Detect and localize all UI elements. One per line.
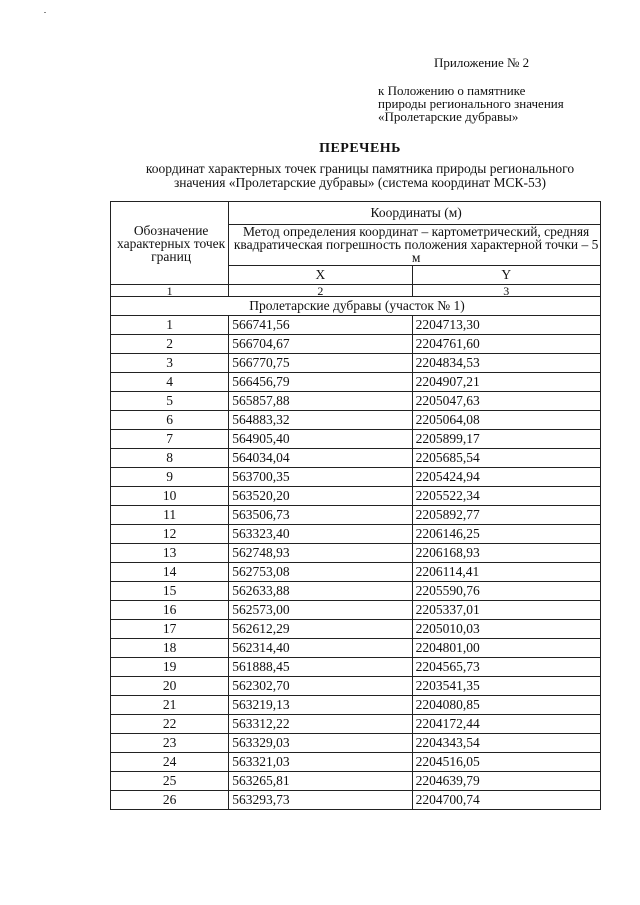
- point-number-cell: 10: [111, 487, 229, 506]
- x-coordinate-cell: 562748,93: [229, 544, 412, 563]
- method-header: Метод определения координат – картометрический, средняя квадратическая погрешность положения характерной точки – 5 м: [229, 225, 601, 266]
- x-coordinate-cell: 565857,88: [229, 392, 412, 411]
- x-coordinate-cell: 566704,67: [229, 335, 412, 354]
- point-number-cell: 18: [111, 639, 229, 658]
- x-coordinate-cell: 561888,45: [229, 658, 412, 677]
- table-row: [111, 449, 601, 468]
- point-number-cell: 11: [111, 506, 229, 525]
- x-coordinate-cell: 563329,03: [229, 734, 412, 753]
- table-row: [111, 601, 601, 620]
- point-number-cell: 8: [111, 449, 229, 468]
- y-coordinate-cell: 2205522,34: [412, 487, 600, 506]
- table-row: [111, 563, 601, 582]
- x-coordinate-cell: 563265,81: [229, 772, 412, 791]
- y-coordinate-cell: 2204761,60: [412, 335, 600, 354]
- table-row: [111, 696, 601, 715]
- y-coordinate-cell: 2206168,93: [412, 544, 600, 563]
- table-row: [111, 411, 601, 430]
- table-row: [111, 506, 601, 525]
- y-coordinate-cell: 2204834,53: [412, 354, 600, 373]
- x-coordinate-cell: 562753,08: [229, 563, 412, 582]
- table-row: [111, 772, 601, 791]
- point-number-cell: 13: [111, 544, 229, 563]
- point-number-cell: 21: [111, 696, 229, 715]
- y-coordinate-cell: 2204080,85: [412, 696, 600, 715]
- point-number-cell: 23: [111, 734, 229, 753]
- table-row: [111, 715, 601, 734]
- point-number-cell: 14: [111, 563, 229, 582]
- table-row: [111, 392, 601, 411]
- point-designation-header: Обозначение характерных точек границ: [111, 202, 229, 285]
- y-coordinate-cell: 2205590,76: [412, 582, 600, 601]
- table-row: [111, 468, 601, 487]
- column-number: 3: [412, 285, 600, 297]
- y-header: Y: [412, 266, 600, 285]
- x-coordinate-cell: 563321,03: [229, 753, 412, 772]
- table-row: [111, 354, 601, 373]
- subtitle-line-1: координат характерных точек границы памятника природы регионального: [145, 161, 575, 176]
- column-number: 1: [111, 285, 229, 297]
- table-row: [111, 335, 601, 354]
- x-coordinate-cell: 562633,88: [229, 582, 412, 601]
- section-title: Пролетарские дубравы (участок № 1): [111, 297, 601, 316]
- y-coordinate-cell: 2206146,25: [412, 525, 600, 544]
- point-number-cell: 6: [111, 411, 229, 430]
- y-coordinate-cell: 2204713,30: [412, 316, 600, 335]
- point-number-cell: 25: [111, 772, 229, 791]
- y-coordinate-cell: 2204172,44: [412, 715, 600, 734]
- x-coordinate-cell: 563312,22: [229, 715, 412, 734]
- annex-line-1: к Положению о памятнике: [378, 83, 526, 98]
- y-coordinate-cell: 2205337,01: [412, 601, 600, 620]
- x-coordinate-cell: 563520,20: [229, 487, 412, 506]
- x-header: X: [229, 266, 412, 285]
- y-coordinate-cell: 2204700,74: [412, 791, 600, 810]
- table-row: [111, 525, 601, 544]
- annex-title: Приложение № 2: [434, 55, 530, 70]
- header-row-coords: [111, 202, 601, 225]
- document-heading: ПЕРЕЧЕНЬ: [319, 141, 401, 156]
- table-row: [111, 487, 601, 506]
- point-number-cell: 17: [111, 620, 229, 639]
- table-row: [111, 658, 601, 677]
- point-number-cell: 15: [111, 582, 229, 601]
- point-number-cell: 9: [111, 468, 229, 487]
- table-row: [111, 544, 601, 563]
- table-row: [111, 430, 601, 449]
- scan-speck: [44, 12, 46, 13]
- y-coordinate-cell: 2204639,79: [412, 772, 600, 791]
- x-coordinate-cell: 563700,35: [229, 468, 412, 487]
- table-row: [111, 791, 601, 810]
- x-coordinate-cell: 562612,29: [229, 620, 412, 639]
- column-number-row: [111, 285, 601, 297]
- table-row: [111, 582, 601, 601]
- y-coordinate-cell: 2204565,73: [412, 658, 600, 677]
- point-number-cell: 22: [111, 715, 229, 734]
- x-coordinate-cell: 562573,00: [229, 601, 412, 620]
- point-number-cell: 20: [111, 677, 229, 696]
- table-row: [111, 753, 601, 772]
- x-coordinate-cell: 562302,70: [229, 677, 412, 696]
- y-coordinate-cell: 2205047,63: [412, 392, 600, 411]
- x-coordinate-cell: 563506,73: [229, 506, 412, 525]
- document-subtitle: [104, 162, 616, 190]
- x-coordinate-cell: 566770,75: [229, 354, 412, 373]
- table-body: [111, 316, 601, 810]
- y-coordinate-cell: 2205899,17: [412, 430, 600, 449]
- y-coordinate-cell: 2206114,41: [412, 563, 600, 582]
- table-row: [111, 316, 601, 335]
- column-number: 2: [229, 285, 412, 297]
- x-coordinate-cell: 566741,56: [229, 316, 412, 335]
- x-coordinate-cell: 563219,13: [229, 696, 412, 715]
- x-coordinate-cell: 564905,40: [229, 430, 412, 449]
- table-row: [111, 373, 601, 392]
- point-number-cell: 7: [111, 430, 229, 449]
- point-number-cell: 12: [111, 525, 229, 544]
- table-row: [111, 620, 601, 639]
- point-number-cell: 16: [111, 601, 229, 620]
- point-number-cell: 4: [111, 373, 229, 392]
- subtitle-line-2: значения «Пролетарские дубравы» (система координат МСК-53): [173, 175, 547, 190]
- y-coordinate-cell: 2205685,54: [412, 449, 600, 468]
- y-coordinate-cell: 2204343,54: [412, 734, 600, 753]
- annex-line-3: «Пролетарские дубравы»: [378, 109, 519, 124]
- x-coordinate-cell: 564883,32: [229, 411, 412, 430]
- point-number-cell: 24: [111, 753, 229, 772]
- y-coordinate-cell: 2205064,08: [412, 411, 600, 430]
- table-row: [111, 734, 601, 753]
- coordinates-table: [110, 201, 601, 810]
- point-number-cell: 2: [111, 335, 229, 354]
- y-coordinate-cell: 2204801,00: [412, 639, 600, 658]
- y-coordinate-cell: 2205010,03: [412, 620, 600, 639]
- y-coordinate-cell: 2204907,21: [412, 373, 600, 392]
- x-coordinate-cell: 563293,73: [229, 791, 412, 810]
- x-coordinate-cell: 563323,40: [229, 525, 412, 544]
- x-coordinate-cell: 562314,40: [229, 639, 412, 658]
- y-coordinate-cell: 2205424,94: [412, 468, 600, 487]
- x-coordinate-cell: 566456,79: [229, 373, 412, 392]
- y-coordinate-cell: 2204516,05: [412, 753, 600, 772]
- annex-block: [378, 56, 618, 123]
- coordinates-header: Координаты (м): [229, 202, 601, 225]
- point-number-cell: 5: [111, 392, 229, 411]
- y-coordinate-cell: 2205892,77: [412, 506, 600, 525]
- section-row: [111, 297, 601, 316]
- point-number-cell: 1: [111, 316, 229, 335]
- point-number-cell: 26: [111, 791, 229, 810]
- table-row: [111, 677, 601, 696]
- table-row: [111, 639, 601, 658]
- x-coordinate-cell: 564034,04: [229, 449, 412, 468]
- point-number-cell: 19: [111, 658, 229, 677]
- point-number-cell: 3: [111, 354, 229, 373]
- y-coordinate-cell: 2203541,35: [412, 677, 600, 696]
- annex-line-2: природы регионального значения: [378, 96, 564, 111]
